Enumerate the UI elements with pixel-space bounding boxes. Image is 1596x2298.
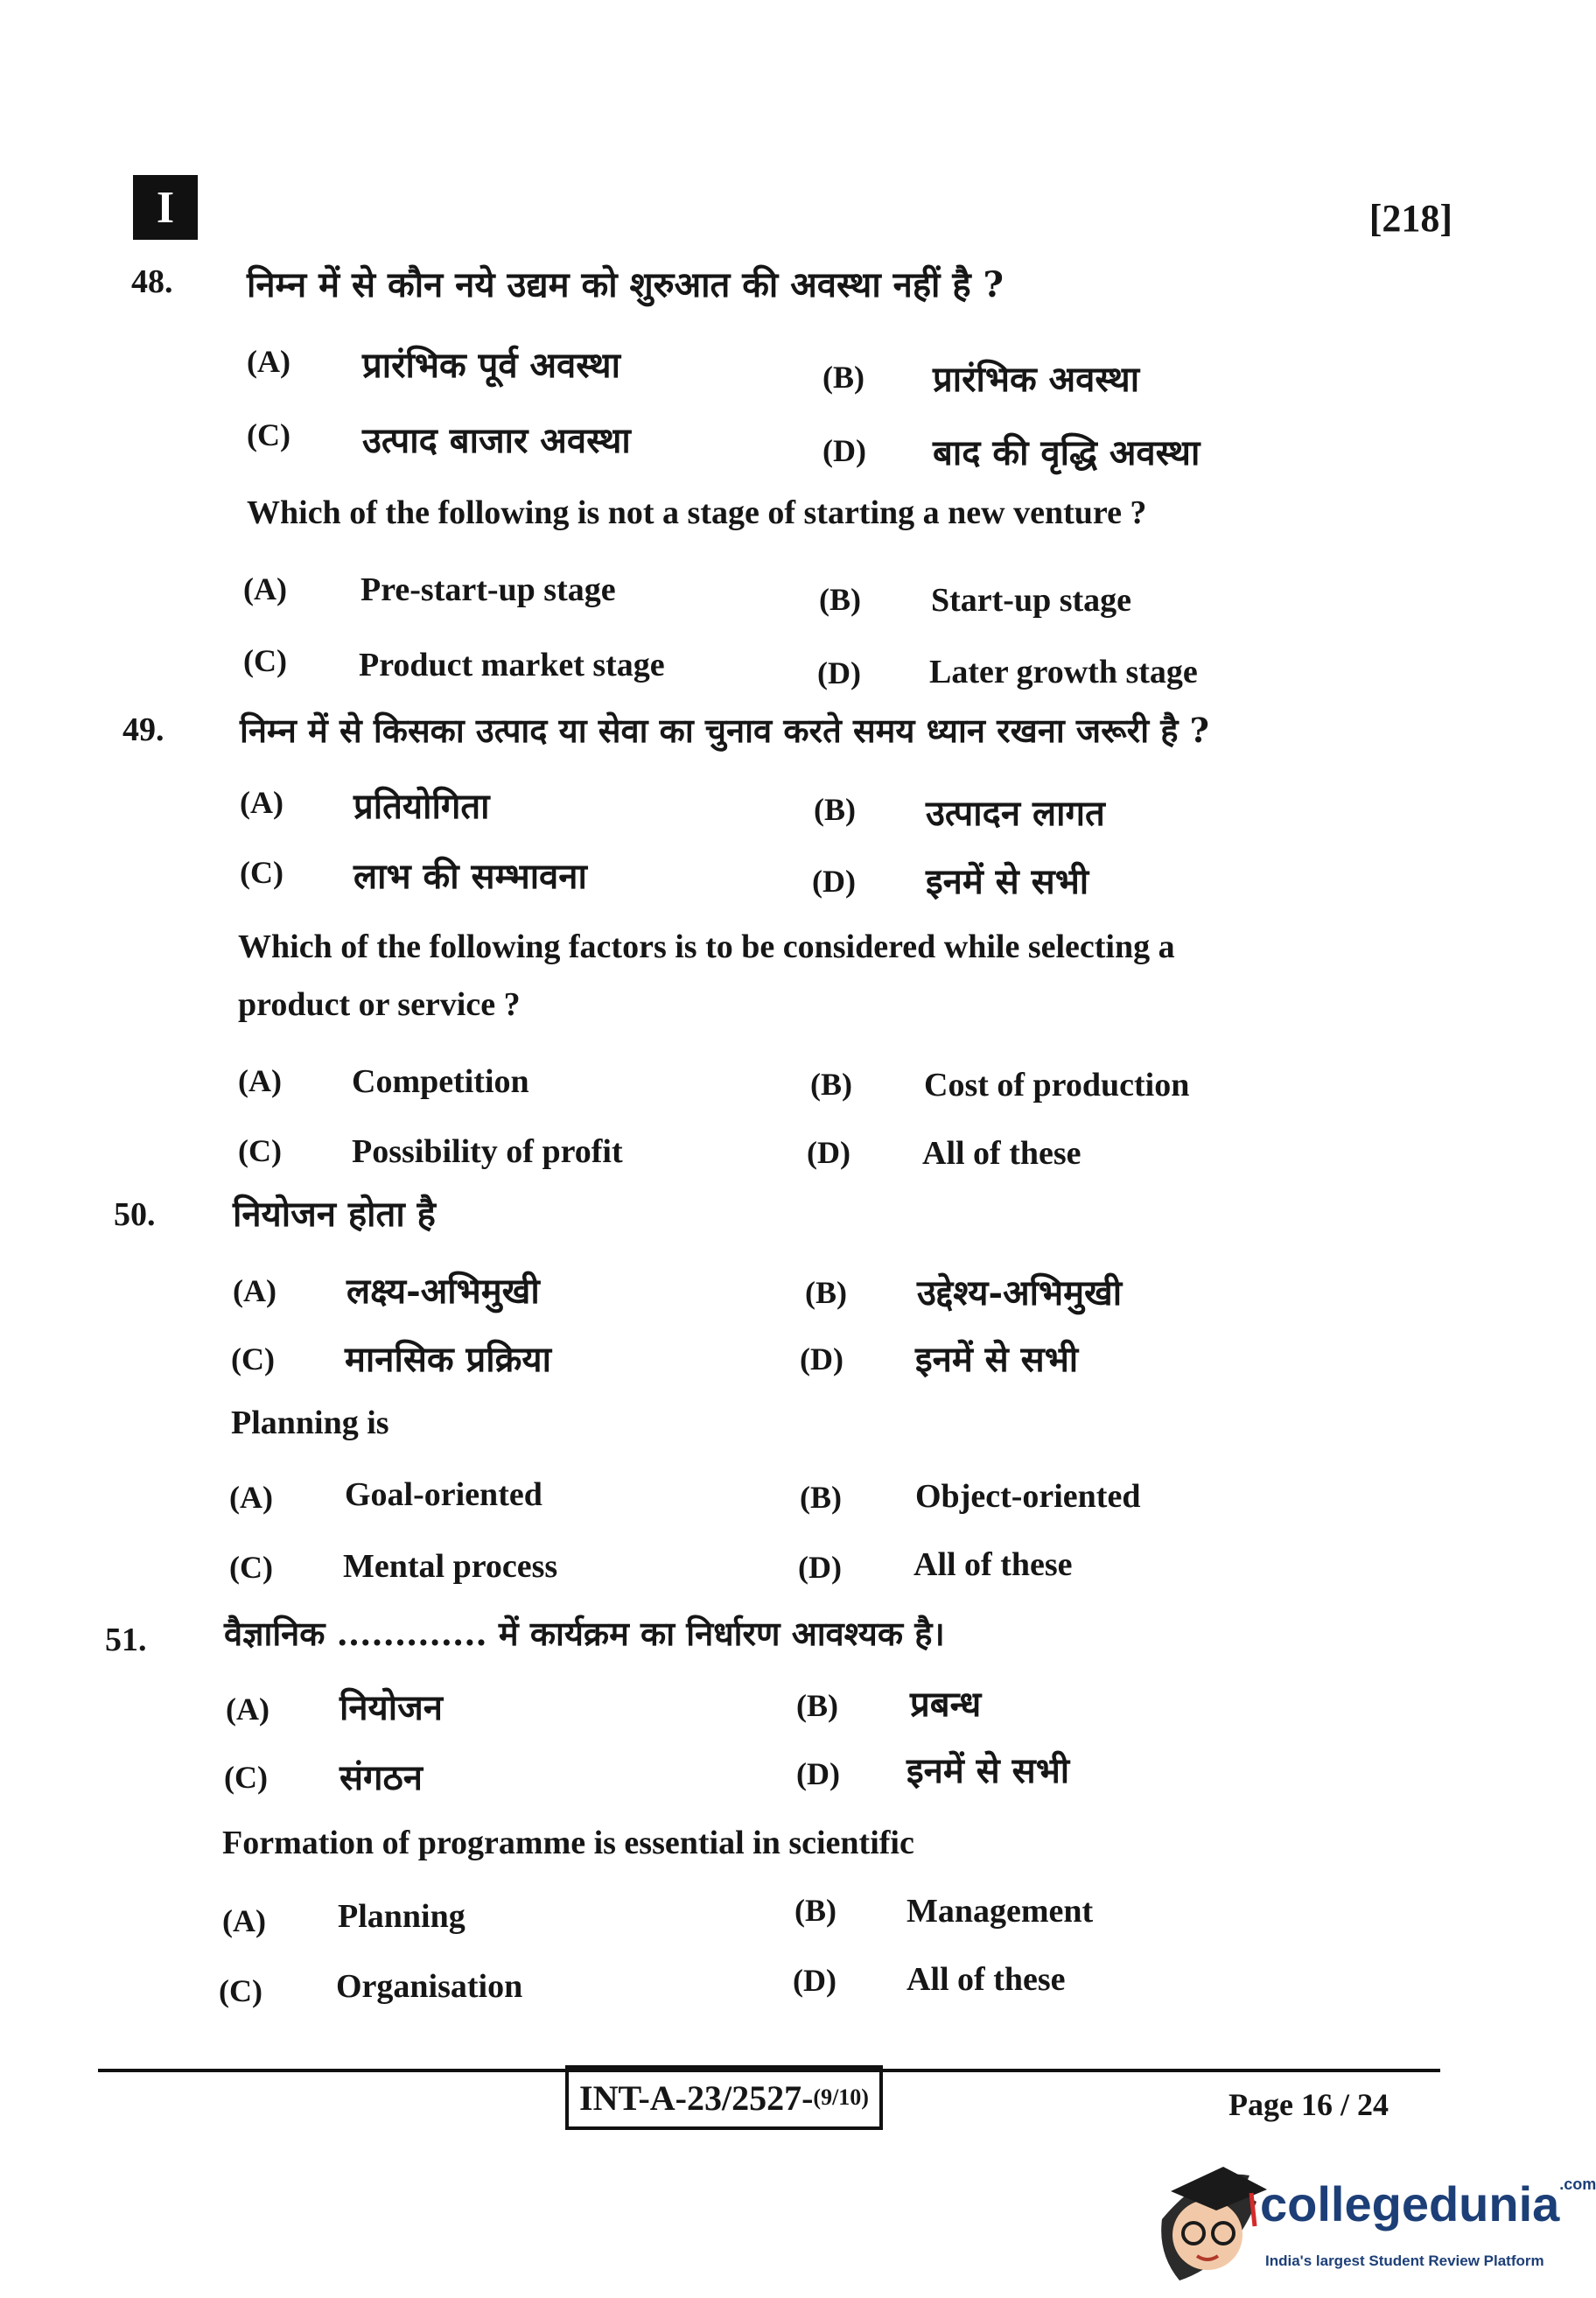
question-hindi: वैज्ञानिक ............. में कार्यक्रम का निर्धारण आवश्यक है।	[224, 1614, 945, 1653]
option-text: Later growth stage	[929, 654, 1198, 690]
option-text: इनमें से सभी	[926, 861, 1089, 902]
question-english-line1: Which of the following factors is to be considered while selecting a	[238, 928, 1175, 965]
option-label: (B)	[810, 1067, 852, 1102]
option-text: Cost of production	[924, 1067, 1190, 1103]
page-number: Page 16 / 24	[1228, 2087, 1389, 2122]
option-text: लक्ष्य-अभिमुखी	[346, 1271, 540, 1312]
set-label: I	[133, 175, 198, 240]
option-label: (C)	[224, 1760, 268, 1795]
option-label: (D)	[800, 1342, 844, 1377]
question-hindi: निम्न में से किसका उत्पाद या सेवा का चुनाव करते समय ध्यान रखना जरूरी है ?	[240, 711, 1209, 750]
option-text: All of these	[914, 1546, 1073, 1583]
option-text: मानसिक प्रक्रिया	[345, 1339, 551, 1380]
option-text: Management	[906, 1893, 1094, 1930]
option-label: (A)	[229, 1480, 273, 1515]
option-text: Mental process	[343, 1548, 558, 1585]
option-label: (D)	[807, 1135, 850, 1170]
option-text: प्रबन्ध	[910, 1684, 982, 1725]
option-label: (A)	[222, 1903, 266, 1938]
option-label: (C)	[247, 417, 290, 452]
student-mascot-icon	[1161, 2167, 1267, 2280]
option-label: (C)	[240, 855, 284, 890]
option-label: (A)	[247, 344, 290, 379]
option-label: (B)	[805, 1275, 847, 1310]
option-label: (B)	[822, 360, 864, 395]
option-label: (B)	[814, 792, 856, 827]
paper-number: [218]	[1368, 197, 1452, 240]
option-text: संगठन	[340, 1757, 423, 1798]
option-label: (C)	[229, 1550, 273, 1585]
option-text: Start-up stage	[931, 582, 1132, 619]
question-hindi: निम्न में से कौन नये उद्यम को शुरुआत की अवस्था नहीं है ?	[247, 264, 1004, 305]
paper-code: INT-A-23/2527-	[579, 2077, 814, 2118]
option-text: Competition	[352, 1063, 529, 1100]
option-label: (A)	[238, 1063, 282, 1098]
question-number: 51.	[105, 1622, 147, 1658]
watermark-tagline: India's largest Student Review Platform	[1265, 2252, 1544, 2269]
option-label: (D)	[817, 655, 861, 690]
question-english-line2: product or service ?	[238, 986, 521, 1023]
option-label: (C)	[238, 1133, 282, 1168]
option-text: Goal-oriented	[345, 1476, 542, 1513]
option-text: लाभ की सम्भावना	[354, 856, 587, 897]
option-text: Planning	[338, 1898, 466, 1935]
question-english: Formation of programme is essential in scientific	[222, 1825, 914, 1861]
option-label: (B)	[800, 1480, 842, 1515]
option-text: Product market stage	[359, 647, 665, 683]
option-text: Possibility of profit	[352, 1133, 623, 1170]
option-text: All of these	[906, 1961, 1066, 1998]
option-label: (C)	[231, 1342, 275, 1377]
option-text: Pre-start-up stage	[360, 571, 616, 608]
question-hindi: नियोजन होता है	[233, 1194, 436, 1235]
option-text: उत्पाद बाजार अवस्था	[362, 420, 631, 461]
option-label: (C)	[219, 1973, 262, 2008]
option-label: (D)	[798, 1550, 842, 1585]
paper-code-suffix: (9/10)	[813, 2084, 869, 2110]
option-label: (D)	[822, 433, 866, 468]
question-number: 48.	[131, 263, 173, 300]
option-label: (D)	[793, 1963, 836, 1998]
question-number: 50.	[114, 1196, 156, 1233]
option-text: बाद की वृद्धि अवस्था	[933, 432, 1200, 473]
option-text: प्रतियोगिता	[354, 786, 490, 827]
option-label: (B)	[796, 1688, 838, 1723]
option-label: (A)	[243, 571, 287, 606]
option-label: (C)	[243, 643, 287, 678]
option-label: (A)	[240, 785, 284, 820]
option-text: प्रारंभिक पूर्व अवस्था	[362, 345, 620, 386]
option-text: उद्देश्य-अभिमुखी	[917, 1272, 1123, 1314]
option-text: इनमें से सभी	[906, 1750, 1070, 1791]
option-label: (A)	[226, 1692, 270, 1727]
option-label: (D)	[812, 864, 856, 899]
paper-code-box	[565, 2065, 883, 2130]
option-label: (A)	[233, 1273, 276, 1308]
option-text: Object-oriented	[915, 1478, 1141, 1515]
option-text: नियोजन	[340, 1687, 443, 1728]
option-label: (D)	[796, 1756, 840, 1791]
question-english: Planning is	[231, 1405, 389, 1441]
option-text: Organisation	[336, 1968, 523, 2005]
option-text: All of these	[922, 1135, 1082, 1172]
option-text: प्रारंभिक अवस्था	[933, 359, 1140, 400]
option-text: उत्पादन लागत	[926, 793, 1105, 834]
question-number: 49.	[122, 711, 164, 748]
watermark-name: collegedunia$^{.com}$	[1260, 2175, 1596, 2231]
question-english: Which of the following is not a stage of starting a new venture ?	[247, 494, 1147, 531]
option-label: (B)	[794, 1893, 836, 1928]
option-label: (B)	[819, 582, 861, 617]
option-text: इनमें से सभी	[915, 1339, 1079, 1380]
